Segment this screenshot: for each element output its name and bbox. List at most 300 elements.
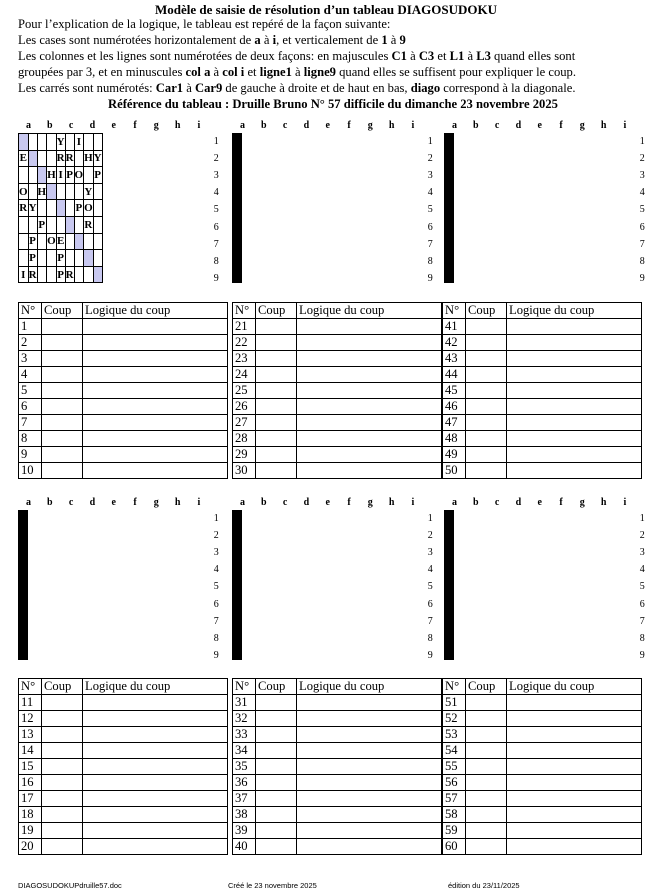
move-logic-cell[interactable] <box>83 759 228 775</box>
move-coup-cell[interactable] <box>256 335 297 351</box>
move-number: 48 <box>443 431 466 447</box>
grid-cell-i8[interactable] <box>241 250 242 267</box>
move-logic-cell[interactable] <box>83 727 228 743</box>
move-coup-cell[interactable] <box>256 727 297 743</box>
grid-cell-i7[interactable] <box>453 233 454 250</box>
grid-cell-a8[interactable] <box>19 250 29 267</box>
move-logic-cell[interactable] <box>507 727 642 743</box>
table-row <box>443 791 642 807</box>
grid-cell-d4[interactable] <box>47 183 57 200</box>
grid-cell-i3[interactable] <box>241 544 242 561</box>
grid-cell-c3[interactable] <box>37 167 47 184</box>
grid-cell-d7[interactable]: O <box>47 233 57 250</box>
move-coup-cell[interactable] <box>466 447 507 463</box>
move-coup-cell[interactable] <box>466 711 507 727</box>
grid-cell-f9[interactable]: R <box>65 266 74 283</box>
grid-cell-h2[interactable]: H <box>84 150 94 167</box>
grid-cell-i4[interactable] <box>241 183 242 200</box>
grid-cell-i1[interactable] <box>241 134 242 151</box>
grid-cell-i3[interactable] <box>453 167 454 184</box>
grid-cell-e4[interactable] <box>56 183 65 200</box>
grid-cell-e6[interactable] <box>56 216 65 233</box>
move-coup-cell[interactable] <box>256 319 297 335</box>
grid-cell-i2[interactable] <box>453 150 454 167</box>
move-logic-cell[interactable] <box>507 463 642 479</box>
move-coup-cell[interactable] <box>466 367 507 383</box>
move-logic-cell[interactable] <box>297 727 442 743</box>
move-coup-cell[interactable] <box>466 695 507 711</box>
grid-cell-e7[interactable]: E <box>56 233 65 250</box>
move-coup-cell[interactable] <box>42 775 83 791</box>
grid-cell-f8[interactable] <box>65 250 74 267</box>
move-logic-cell[interactable] <box>297 823 442 839</box>
row-number-3: 3 <box>427 547 433 559</box>
grid-cell-i6[interactable] <box>93 216 102 233</box>
grid-cell-h1[interactable] <box>84 134 94 151</box>
move-logic-cell[interactable] <box>297 447 442 463</box>
grid-cell-d2[interactable] <box>47 150 57 167</box>
grid-cell-b1[interactable] <box>28 134 37 151</box>
grid-cell-i3[interactable] <box>453 544 454 561</box>
move-coup-cell[interactable] <box>42 399 83 415</box>
grid-cell-i7[interactable] <box>241 233 242 250</box>
table-row <box>233 743 442 759</box>
row-number-5: 5 <box>639 204 645 216</box>
grid-cell-i4[interactable] <box>93 183 102 200</box>
move-logic-cell[interactable] <box>297 415 442 431</box>
move-coup-cell[interactable] <box>466 399 507 415</box>
row-number-9: 9 <box>427 272 433 284</box>
grid-cell-a1[interactable] <box>19 134 29 151</box>
move-number: 35 <box>233 759 256 775</box>
move-logic-cell[interactable] <box>297 695 442 711</box>
grid-cell-i1[interactable] <box>93 134 102 151</box>
column-letter-h: h <box>600 497 607 508</box>
move-logic-cell[interactable] <box>507 367 642 383</box>
move-logic-cell[interactable] <box>507 351 642 367</box>
grid-cell-i2[interactable]: Y <box>93 150 102 167</box>
grid-cell-g7[interactable] <box>74 233 84 250</box>
grid-cell-i6[interactable] <box>453 593 454 610</box>
grid-cell-g4[interactable] <box>74 183 84 200</box>
grid-table <box>232 510 242 660</box>
move-coup-cell[interactable] <box>256 463 297 479</box>
grid-cell-a4[interactable]: O <box>19 183 29 200</box>
grid-cell-i6[interactable] <box>241 216 242 233</box>
grid-cell-e1[interactable]: Y <box>56 134 65 151</box>
grid-cell-i7[interactable] <box>93 233 102 250</box>
grid-cell-h5[interactable]: O <box>84 200 94 217</box>
grid-cell-i9[interactable] <box>453 643 454 660</box>
grid-cell-d9[interactable] <box>47 266 57 283</box>
move-coup-cell[interactable] <box>466 823 507 839</box>
grid-cell-c7[interactable] <box>37 233 47 250</box>
grid-cell-c4[interactable]: H <box>37 183 47 200</box>
grid-cell-b6[interactable] <box>28 216 37 233</box>
grid-cell-i2[interactable] <box>241 150 242 167</box>
grid-cell-h6[interactable]: R <box>84 216 94 233</box>
grid-cell-h7[interactable] <box>84 233 94 250</box>
grid-cell-i4[interactable] <box>453 560 454 577</box>
move-coup-cell[interactable] <box>466 319 507 335</box>
move-logic-cell[interactable] <box>507 839 642 855</box>
grid-cell-e9[interactable]: P <box>56 266 65 283</box>
move-coup-cell[interactable] <box>42 743 83 759</box>
table-row <box>233 447 442 463</box>
grid-cell-c8[interactable] <box>37 250 47 267</box>
column-letter-h: h <box>174 497 181 508</box>
move-logic-cell[interactable] <box>507 335 642 351</box>
move-coup-cell[interactable] <box>256 399 297 415</box>
grid-cell-g2[interactable] <box>74 150 84 167</box>
row-number-5: 5 <box>427 204 433 216</box>
grid-cell-a6[interactable] <box>19 216 29 233</box>
table-row <box>19 463 228 479</box>
move-coup-cell[interactable] <box>466 335 507 351</box>
move-logic-cell[interactable] <box>507 823 642 839</box>
move-coup-cell[interactable] <box>466 415 507 431</box>
move-coup-cell[interactable] <box>256 823 297 839</box>
move-logic-cell[interactable] <box>507 759 642 775</box>
move-logic-cell[interactable] <box>297 351 442 367</box>
grid-cell-c6[interactable]: P <box>37 216 47 233</box>
grid-cell-b5[interactable]: Y <box>28 200 37 217</box>
move-coup-cell[interactable] <box>466 463 507 479</box>
grid-cell-i5[interactable] <box>27 577 28 594</box>
move-coup-cell[interactable] <box>42 351 83 367</box>
move-coup-cell[interactable] <box>466 727 507 743</box>
grid-cell-i6[interactable] <box>27 593 28 610</box>
move-logic-cell[interactable] <box>507 431 642 447</box>
move-coup-cell[interactable] <box>256 351 297 367</box>
grid-cell-i4[interactable] <box>241 560 242 577</box>
move-coup-cell[interactable] <box>466 351 507 367</box>
move-logic-cell[interactable] <box>83 823 228 839</box>
move-coup-cell[interactable] <box>42 415 83 431</box>
move-coup-cell[interactable] <box>42 791 83 807</box>
grid-cell-e2[interactable]: R <box>56 150 65 167</box>
grid-cell-i5[interactable] <box>93 200 102 217</box>
move-logic-cell[interactable] <box>507 807 642 823</box>
move-logic-cell[interactable] <box>297 791 442 807</box>
move-logic-cell[interactable] <box>507 447 642 463</box>
move-logic-cell[interactable] <box>83 775 228 791</box>
row-number-7: 7 <box>213 238 219 250</box>
moves-table-2 <box>232 302 442 479</box>
move-coup-cell[interactable] <box>466 839 507 855</box>
row-number-7: 7 <box>427 238 433 250</box>
move-number: 21 <box>233 319 256 335</box>
move-coup-cell[interactable] <box>42 807 83 823</box>
grid-cell-e5[interactable] <box>56 200 65 217</box>
move-logic-cell[interactable] <box>297 839 442 855</box>
move-coup-cell[interactable] <box>256 743 297 759</box>
move-coup-cell[interactable] <box>42 727 83 743</box>
grid-cell-b4[interactable] <box>28 183 37 200</box>
table-row <box>19 759 228 775</box>
move-logic-cell[interactable] <box>83 335 228 351</box>
grid-cell-i9[interactable] <box>453 266 454 283</box>
column-letter-f: f <box>133 120 137 131</box>
move-coup-cell[interactable] <box>42 431 83 447</box>
grid-cell-i1[interactable] <box>453 511 454 528</box>
column-letter-i: i <box>197 497 201 508</box>
move-coup-cell[interactable] <box>42 823 83 839</box>
grid-cell-h9[interactable] <box>84 266 94 283</box>
move-coup-cell[interactable] <box>42 759 83 775</box>
grid-cell-a3[interactable] <box>19 167 29 184</box>
grid-cell-b3[interactable] <box>28 167 37 184</box>
grid-cell-i7[interactable] <box>453 610 454 627</box>
move-logic-cell[interactable] <box>297 399 442 415</box>
grid-cell-g5[interactable]: P <box>74 200 84 217</box>
row-number-4: 4 <box>427 187 433 199</box>
moves-header-coup: Coup <box>466 679 507 695</box>
move-logic-cell[interactable] <box>83 415 228 431</box>
grid-cell-f6[interactable] <box>65 216 74 233</box>
grid-cell-d8[interactable] <box>47 250 57 267</box>
move-logic-cell[interactable] <box>297 335 442 351</box>
move-logic-cell[interactable] <box>83 791 228 807</box>
move-logic-cell[interactable] <box>297 743 442 759</box>
grid-cell-e8[interactable]: P <box>56 250 65 267</box>
grid-cell-i5[interactable] <box>453 200 454 217</box>
grid-cell-i2[interactable] <box>453 527 454 544</box>
table-row <box>233 383 442 399</box>
move-logic-cell[interactable] <box>297 367 442 383</box>
move-coup-cell[interactable] <box>42 319 83 335</box>
grid-cell-a9[interactable]: I <box>19 266 29 283</box>
table-row <box>19 791 228 807</box>
grid-cell-b8[interactable]: P <box>28 250 37 267</box>
move-coup-cell[interactable] <box>256 431 297 447</box>
grid-cell-a5[interactable]: R <box>19 200 29 217</box>
grid-cell-c2[interactable] <box>37 150 47 167</box>
grid-cell-d3[interactable]: H <box>47 167 57 184</box>
move-logic-cell[interactable] <box>507 399 642 415</box>
move-number: 15 <box>19 759 42 775</box>
grid-cell-i8[interactable] <box>93 250 102 267</box>
move-coup-cell[interactable] <box>42 367 83 383</box>
grid-cell-g8[interactable] <box>74 250 84 267</box>
move-logic-cell[interactable] <box>507 791 642 807</box>
grid-cell-i7[interactable] <box>241 610 242 627</box>
move-logic-cell[interactable] <box>297 431 442 447</box>
move-logic-cell[interactable] <box>83 367 228 383</box>
grid-cell-d6[interactable] <box>47 216 57 233</box>
move-coup-cell[interactable] <box>256 367 297 383</box>
grid-cell-c9[interactable] <box>37 266 47 283</box>
move-logic-cell[interactable] <box>507 695 642 711</box>
grid-cell-a2[interactable]: E <box>19 150 29 167</box>
table-row <box>233 431 442 447</box>
grid-cell-d5[interactable] <box>47 200 57 217</box>
grid-cell-f4[interactable] <box>65 183 74 200</box>
move-coup-cell[interactable] <box>466 791 507 807</box>
grid-cell-i5[interactable] <box>241 200 242 217</box>
move-logic-cell[interactable] <box>507 319 642 335</box>
grid-cell-i3[interactable]: P <box>93 167 102 184</box>
grid-cell-i8[interactable] <box>453 250 454 267</box>
grid-cell-i1[interactable] <box>241 511 242 528</box>
table-row <box>233 727 442 743</box>
move-number: 11 <box>19 695 42 711</box>
grid-cell-i8[interactable] <box>27 627 28 644</box>
move-coup-cell[interactable] <box>42 711 83 727</box>
move-number: 4 <box>19 367 42 383</box>
move-logic-cell[interactable] <box>507 415 642 431</box>
moves-header-logique: Logique du coup <box>83 303 228 319</box>
grid-cell-i3[interactable] <box>27 544 28 561</box>
grid-cell-i9[interactable] <box>27 643 28 660</box>
move-coup-cell[interactable] <box>466 383 507 399</box>
move-logic-cell[interactable] <box>297 383 442 399</box>
move-logic-cell[interactable] <box>507 743 642 759</box>
move-logic-cell[interactable] <box>83 447 228 463</box>
grid-cell-c5[interactable] <box>37 200 47 217</box>
column-letter-e: e <box>537 497 542 508</box>
grid-cell-b2[interactable] <box>28 150 37 167</box>
grid-cell-h8[interactable] <box>84 250 94 267</box>
move-coup-cell[interactable] <box>256 695 297 711</box>
grid-cell-i1[interactable] <box>453 134 454 151</box>
grid-cell-e3[interactable]: I <box>56 167 65 184</box>
move-coup-cell[interactable] <box>42 383 83 399</box>
grid-cell-a7[interactable] <box>19 233 29 250</box>
column-letter-g: g <box>153 497 159 508</box>
grid-cell-h4[interactable]: Y <box>84 183 94 200</box>
move-logic-cell[interactable] <box>83 383 228 399</box>
table-row <box>233 399 442 415</box>
move-coup-cell[interactable] <box>42 695 83 711</box>
column-letter-c: c <box>494 497 500 508</box>
grid-cell-i6[interactable] <box>241 593 242 610</box>
grid-cell-f5[interactable] <box>65 200 74 217</box>
grid-cell-i8[interactable] <box>453 627 454 644</box>
moves-header-n: N° <box>443 679 466 695</box>
move-logic-cell[interactable] <box>297 759 442 775</box>
move-logic-cell[interactable] <box>83 463 228 479</box>
move-logic-cell[interactable] <box>83 399 228 415</box>
move-logic-cell[interactable] <box>507 383 642 399</box>
grid-cell-i6[interactable] <box>453 216 454 233</box>
row-number-5: 5 <box>639 581 645 593</box>
move-coup-cell[interactable] <box>256 711 297 727</box>
row-number-1: 1 <box>213 513 219 524</box>
grid-cell-h3[interactable] <box>84 167 94 184</box>
move-logic-cell[interactable] <box>83 743 228 759</box>
move-coup-cell[interactable] <box>466 807 507 823</box>
move-number: 29 <box>233 447 256 463</box>
footer-edition: édition du 23/11/2025 <box>448 881 520 890</box>
grid-cell-g3[interactable]: O <box>74 167 84 184</box>
move-coup-cell[interactable] <box>42 335 83 351</box>
table-row <box>19 695 228 711</box>
move-coup-cell[interactable] <box>256 775 297 791</box>
grid-cell-i9[interactable] <box>241 266 242 283</box>
grid-cell-i8[interactable] <box>241 627 242 644</box>
table-row <box>443 695 642 711</box>
move-coup-cell[interactable] <box>466 431 507 447</box>
move-coup-cell[interactable] <box>466 743 507 759</box>
move-number: 22 <box>233 335 256 351</box>
grid-cell-i4[interactable] <box>453 183 454 200</box>
grid-cell-i2[interactable] <box>241 527 242 544</box>
grid-cell-g9[interactable] <box>74 266 84 283</box>
row-number-4: 4 <box>639 187 645 199</box>
move-coup-cell[interactable] <box>42 839 83 855</box>
move-logic-cell[interactable] <box>507 711 642 727</box>
grid-cell-i7[interactable] <box>27 610 28 627</box>
grid-cell-c1[interactable] <box>37 134 47 151</box>
column-letter-i: i <box>197 120 201 131</box>
moves-header-logique: Logique du coup <box>297 303 442 319</box>
grid-cell-i1[interactable] <box>27 511 28 528</box>
grid-cell-i5[interactable] <box>453 577 454 594</box>
move-logic-cell[interactable] <box>297 463 442 479</box>
move-coup-cell[interactable] <box>256 839 297 855</box>
grid-cell-b9[interactable]: R <box>28 266 37 283</box>
move-coup-cell[interactable] <box>256 791 297 807</box>
move-coup-cell[interactable] <box>466 759 507 775</box>
move-logic-cell[interactable] <box>297 319 442 335</box>
grid-table <box>444 133 454 283</box>
move-coup-cell[interactable] <box>466 775 507 791</box>
move-logic-cell[interactable] <box>507 775 642 791</box>
move-coup-cell[interactable] <box>256 759 297 775</box>
move-coup-cell[interactable] <box>256 383 297 399</box>
move-logic-cell[interactable] <box>83 839 228 855</box>
row-number-2: 2 <box>427 153 433 165</box>
move-logic-cell[interactable] <box>83 695 228 711</box>
grid-cell-f3[interactable]: P <box>65 167 74 184</box>
grid-cell-f1[interactable] <box>65 134 74 151</box>
table-row <box>443 351 642 367</box>
move-logic-cell[interactable] <box>83 351 228 367</box>
grid-cell-i2[interactable] <box>27 527 28 544</box>
grid-cell-b7[interactable]: P <box>28 233 37 250</box>
move-coup-cell[interactable] <box>256 447 297 463</box>
grid-cell-d1[interactable] <box>47 134 57 151</box>
grid-cell-g6[interactable] <box>74 216 84 233</box>
column-letter-b: b <box>261 497 267 508</box>
row-number-4: 4 <box>639 564 645 576</box>
grid-cell-i4[interactable] <box>27 560 28 577</box>
move-logic-cell[interactable] <box>297 807 442 823</box>
move-number: 10 <box>19 463 42 479</box>
move-logic-cell[interactable] <box>83 431 228 447</box>
move-logic-cell[interactable] <box>83 807 228 823</box>
grid-cell-i9[interactable] <box>93 266 102 283</box>
grid-cell-i3[interactable] <box>241 167 242 184</box>
table-row <box>443 807 642 823</box>
grid-cell-g1[interactable]: I <box>74 134 84 151</box>
move-logic-cell[interactable] <box>83 711 228 727</box>
grid-cell-i5[interactable] <box>241 577 242 594</box>
row-number-9: 9 <box>639 272 645 284</box>
grid-cell-i9[interactable] <box>241 643 242 660</box>
move-logic-cell[interactable] <box>297 775 442 791</box>
grid-cell-f7[interactable] <box>65 233 74 250</box>
move-logic-cell[interactable] <box>297 711 442 727</box>
move-coup-cell[interactable] <box>42 447 83 463</box>
grid-cell-f2[interactable]: R <box>65 150 74 167</box>
move-coup-cell[interactable] <box>256 415 297 431</box>
move-coup-cell[interactable] <box>256 807 297 823</box>
move-number: 27 <box>233 415 256 431</box>
move-logic-cell[interactable] <box>83 319 228 335</box>
move-coup-cell[interactable] <box>42 463 83 479</box>
